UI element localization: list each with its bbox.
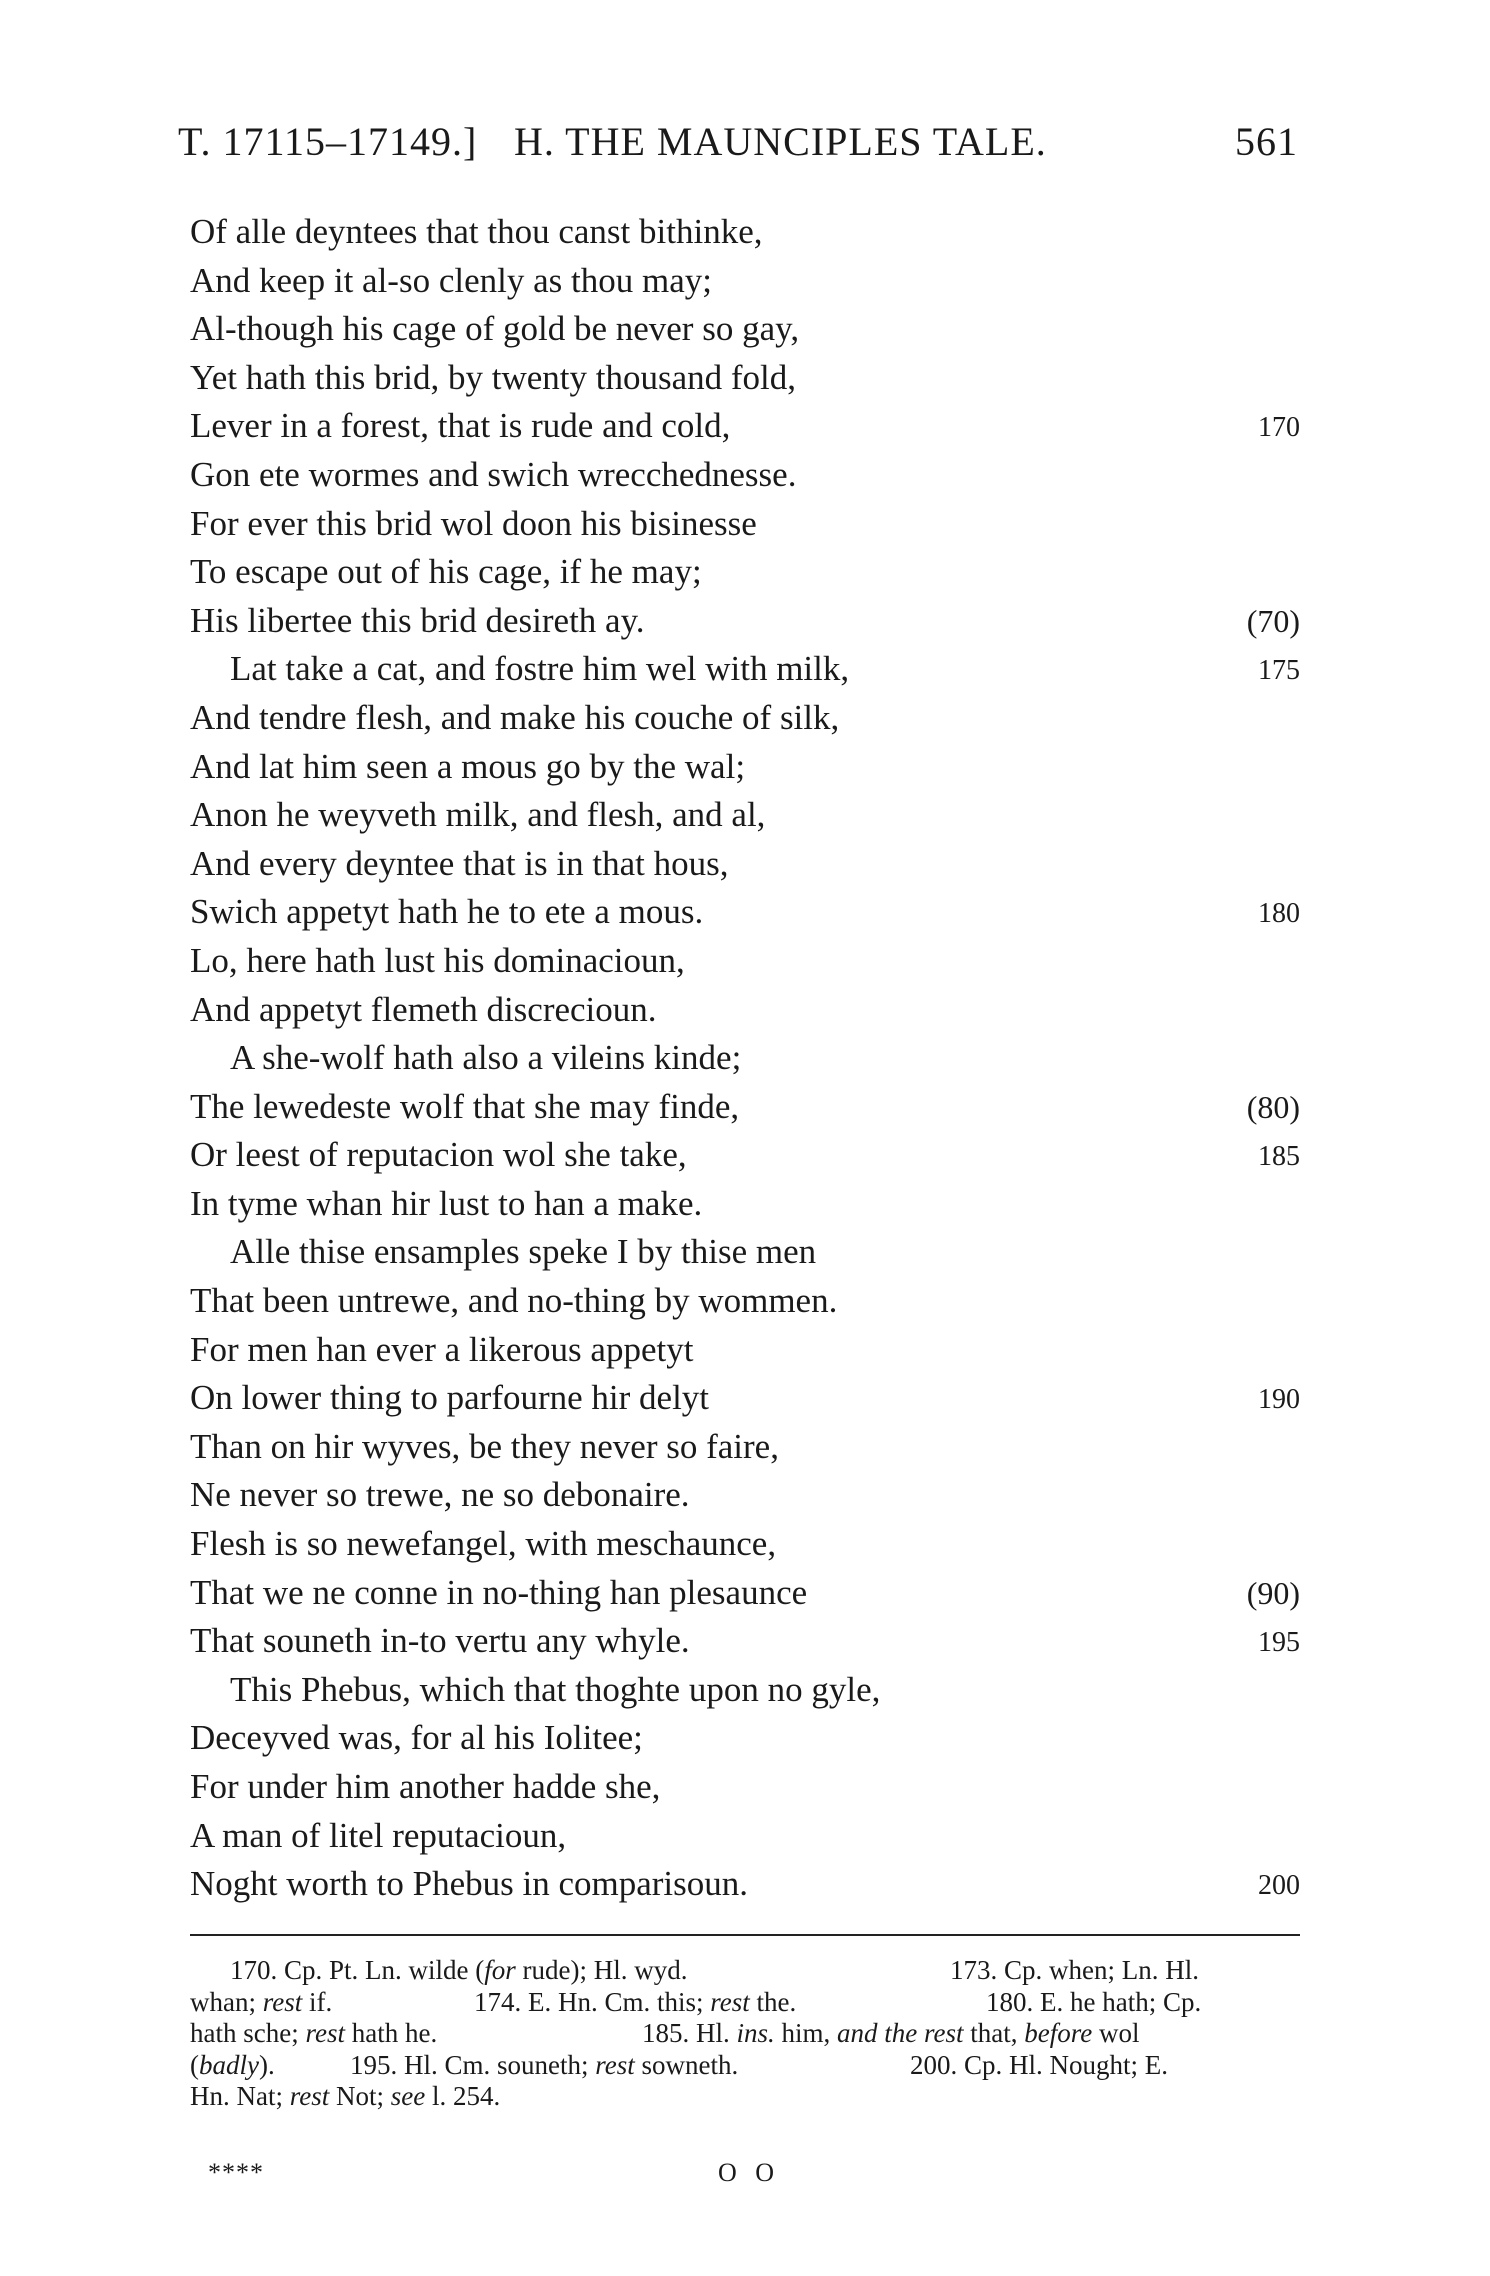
verse-line (190, 1812, 1300, 1861)
verse-line-text: Lo, here hath lust his dominacioun, (190, 940, 685, 980)
line-number: (90) (1246, 1574, 1300, 1611)
verse-line-text: His libertee this brid desireth ay. (190, 600, 645, 640)
verse-line-text: A man of litel reputacioun, (190, 1815, 567, 1855)
verse-line (190, 597, 1300, 646)
signature-mark: O O (718, 2158, 781, 2187)
verse-line-text: Than on hir wyves, be they never so faire, (190, 1426, 779, 1466)
line-number: 170 (1258, 412, 1300, 444)
verse-line-text: For under him another hadde she, (190, 1767, 661, 1806)
verse-line (190, 257, 1300, 306)
verse-line (190, 1374, 1300, 1423)
verse-line-text: Ne never so trewe, ne so debonaire. (190, 1475, 690, 1515)
verse-line (190, 1180, 1300, 1229)
note-line: whan; rest if. 174. E. Hn. Cm. this; rest the. 180. E. he hath; Cp. (190, 1986, 1202, 2017)
verse-line (190, 1520, 1300, 1569)
verse-line (190, 1763, 1300, 1812)
note-line: hath sche; rest hath he. 185. Hl. ins. him, and the rest that, before wol (190, 2018, 1140, 2048)
verse-line-text: Of alle deyntees that thou canst bithinke, (190, 212, 763, 251)
verse-line (190, 1034, 1300, 1083)
verse-line-text: In tyme whan hir lust to han a make. (190, 1183, 703, 1223)
verse-line-text: That we ne conne in no-thing han plesaunce (190, 1572, 808, 1612)
verse-line-text: Lever in a forest, that is rude and cold, (190, 406, 731, 446)
verse-line (190, 1569, 1300, 1618)
verse-line (190, 1714, 1300, 1763)
verse-line (190, 208, 1300, 257)
verse-line-text: Alle thise ensamples speke I by thise men (230, 1232, 817, 1272)
verse-line-text: Lat take a cat, and fostre him wel with milk, (230, 649, 850, 689)
verse-line-text: That been untrewe, and no-thing by wommen. (190, 1281, 838, 1321)
verse-line-text: The lewedeste wolf that she may finde, (190, 1086, 740, 1126)
verse-line-text: Or leest of reputacion wol she take, (190, 1135, 687, 1175)
line-number: (80) (1246, 1088, 1300, 1125)
line-number: 180 (1258, 898, 1300, 930)
verse-line-text: And tendre flesh, and make his couche of silk, (190, 697, 840, 737)
verse-line (190, 1277, 1300, 1326)
line-number: 195 (1258, 1627, 1300, 1659)
verse-line-text: Al-though his cage of gold be never so gay, (190, 309, 800, 349)
note-line: (badly). 195. Hl. Cm. souneth; rest sowneth. 200. Cp. Hl. Nought; E. (190, 2049, 1169, 2080)
verse-line-text: Anon he weyveth milk, and flesh, and al, (190, 795, 766, 835)
verse-line-text: Deceyved was, for al his Iolitee; (190, 1718, 643, 1758)
verse-line (190, 986, 1300, 1035)
verse-line (190, 1228, 1300, 1277)
verse-line-text: And keep it al-so clenly as thou may; (190, 260, 712, 300)
verse-line-text: Yet hath this brid, by twenty thousand fold, (190, 357, 797, 397)
verse-line-text: And lat him seen a mous go by the wal; (190, 746, 746, 786)
page-footer (178, 2158, 1298, 2198)
line-number: 175 (1258, 655, 1300, 687)
verse-line-text: To escape out of his cage, if he may; (190, 552, 702, 592)
verse-line (190, 451, 1300, 500)
line-range: T. 17115–17149.] (178, 119, 478, 164)
verse-line (190, 1326, 1300, 1375)
line-number: 200 (1258, 1870, 1300, 1902)
verse-line (190, 1083, 1300, 1132)
verse-line (190, 402, 1300, 451)
verse-line-text: This Phebus, which that thoghte upon no gyle, (230, 1669, 881, 1709)
verse-line (190, 694, 1300, 743)
printer-stars: **** (208, 2158, 264, 2187)
verse-line (190, 305, 1300, 354)
verse-line-text: Noght worth to Phebus in comparisoun. (190, 1864, 749, 1904)
verse-line-text: For ever this brid wol doon his bisinesse (190, 503, 757, 543)
note-line: Hn. Nat; rest Not; see l. 254. (190, 2081, 501, 2111)
verse-line (190, 888, 1300, 937)
note-line: 170. Cp. Pt. Ln. wilde (for rude); Hl. wyd. 173. Cp. when; Ln. Hl. (230, 1955, 1199, 1985)
verse-line (190, 1131, 1300, 1180)
textual-notes (190, 1955, 1300, 2113)
verse-line (190, 1423, 1300, 1472)
verse-line-text: A she-wolf hath also a vileins kinde; (230, 1038, 742, 1078)
running-header (178, 118, 1298, 178)
line-number: 185 (1258, 1141, 1300, 1173)
line-number: (70) (1246, 602, 1300, 639)
verse-line-text: Swich appetyt hath he to ete a mous. (190, 892, 704, 932)
verse-line (190, 743, 1300, 792)
verse-line-text: And every deyntee that is in that hous, (190, 843, 729, 883)
verse-text (190, 208, 1300, 1909)
verse-line (190, 937, 1300, 986)
verse-line (190, 500, 1300, 549)
verse-line (190, 548, 1300, 597)
verse-line (190, 1617, 1300, 1666)
tale-title: H. THE MAUNCIPLES TALE. (514, 119, 1047, 164)
verse-line-text: For men han ever a likerous appetyt (190, 1329, 694, 1369)
verse-line (190, 840, 1300, 889)
verse-line (190, 791, 1300, 840)
verse-line-text: Flesh is so newefangel, with meschaunce, (190, 1524, 777, 1564)
verse-line (190, 1666, 1300, 1715)
verse-line-text: On lower thing to parfourne hir delyt (190, 1378, 710, 1418)
page-number: 561 (1235, 119, 1298, 164)
verse-line-text: And appetyt flemeth discrecioun. (190, 989, 657, 1029)
footnote-rule (190, 1934, 1300, 1936)
verse-line (190, 1860, 1300, 1909)
verse-line-text: That souneth in-to vertu any whyle. (190, 1621, 690, 1661)
verse-line (190, 645, 1300, 694)
verse-line (190, 354, 1300, 403)
verse-line (190, 1471, 1300, 1520)
line-number: 190 (1258, 1384, 1300, 1416)
verse-line-text: Gon ete wormes and swich wrecchednesse. (190, 454, 797, 494)
